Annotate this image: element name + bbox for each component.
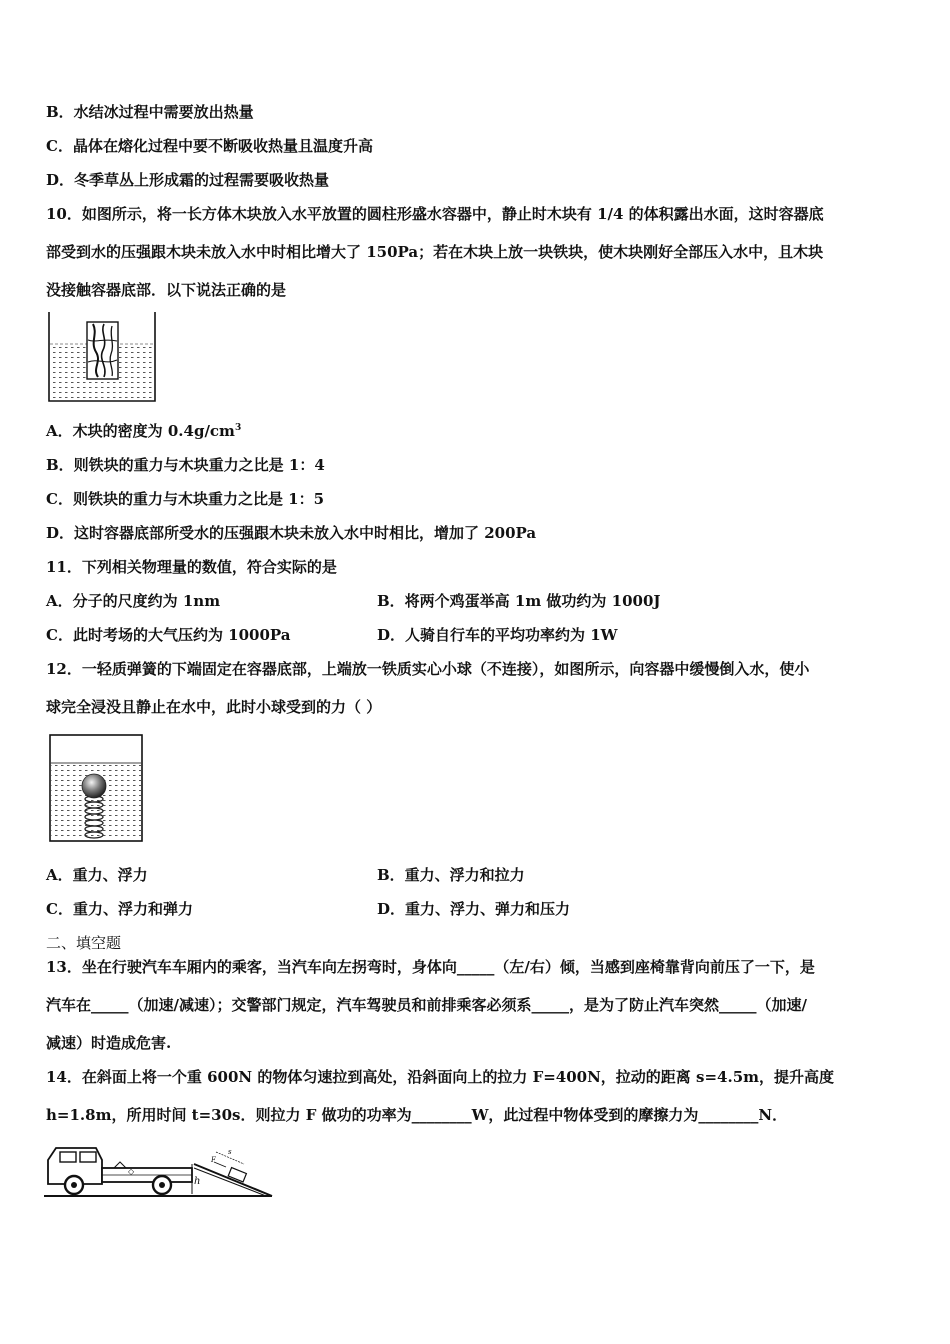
q13-line1: 13．坐在行驶汽车车厢内的乘客，当汽车向左拐弯时，身体向_____（左/右）倾，当感到座椅靠背向前压了一下，是 (46, 958, 815, 976)
q10-stem-line2: 部受到水的压强跟木块未放入水中时相比增大了 150Pa；若在木块上放一块铁块，使木块刚好全部压入水中，且木块 (46, 243, 824, 261)
q11-option-b: B．将两个鸡蛋举高 1m 做功约为 1000J (377, 592, 661, 610)
q10-option-d: D．这时容器底部所受水的压强跟木块未放入水中时相比，增加了 200Pa (46, 524, 537, 542)
tow-truck-ramp-figure (44, 1140, 274, 1202)
q10-stem-line3: 没接触容器底部．以下说法正确的是 (46, 281, 287, 299)
svg-text:◇: ◇ (128, 1167, 135, 1176)
q14-line1: 14．在斜面上将一个重 600N 的物体匀速拉到高处，沿斜面向上的拉力 F=400N，拉动的距离 s=4.5m，提升高度 (46, 1068, 835, 1086)
q9-option-d: D．冬季草丛上形成霜的过程需要吸收热量 (46, 171, 330, 189)
q12-option-b: B．重力、浮力和拉力 (377, 866, 525, 884)
q12-stem-line2: 球完全浸没且静止在水中，此时小球受到的力（ ） (46, 698, 382, 716)
q12-stem-line1: 12．一轻质弹簧的下端固定在容器底部，上端放一铁质实心小球（不连接），如图所示，向容器中缓慢倒入水，使小 (46, 660, 810, 678)
section-heading-fill-in: 二、填空题 (46, 934, 122, 952)
q9-option-c: C．晶体在熔化过程中要不断吸收热量且温度升高 (46, 137, 373, 155)
q10-option-a: A．木块的密度为 $0.4g/cm^3$ (46, 422, 242, 440)
q11-option-c: C．此时考场的大气压约为 1000Pa (46, 626, 291, 644)
q12-option-d: D．重力、浮力、弹力和压力 (377, 900, 571, 918)
label-f: F (211, 1156, 216, 1164)
q10-stem-line1: 10．如图所示，将一长方体木块放入水平放置的圆柱形盛水容器中，静止时木块有 1/4 的体积露出水面，这时容器底 (46, 205, 824, 223)
q9-option-b: B．水结冰过程中需要放出热量 (46, 103, 254, 121)
q11-option-a: A．分子的尺度约为 1nm (46, 592, 221, 610)
label-s: s (228, 1148, 232, 1156)
q12-option-a: A．重力、浮力 (46, 866, 148, 884)
q13-line3: 减速）时造成危害. (46, 1034, 172, 1052)
q11-option-d: D．人骑自行车的平均功率约为 1W (377, 626, 618, 644)
wood-block-container-figure (46, 310, 158, 404)
q11-stem: 11．下列相关物理量的数值，符合实际的是 (46, 558, 337, 576)
q14-line2: h=1.8m，所用时间 t=30s．则拉力 F 做功的功率为________W，此过程中物体受到的摩擦力为________N． (46, 1106, 788, 1124)
label-h: h (194, 1176, 201, 1187)
spring-ball-container-figure (48, 733, 144, 845)
q10-option-b: B．则铁块的重力与木块重力之比是 1：4 (46, 456, 325, 474)
q12-option-c: C．重力、浮力和弹力 (46, 900, 193, 918)
q13-line2: 汽车在_____（加速/减速）；交警部门规定，汽车驾驶员和前排乘客必须系_____，是为了防止汽车突然_____（加速/ (46, 996, 807, 1014)
q10-option-c: C．则铁块的重力与木块重力之比是 1：5 (46, 490, 325, 508)
